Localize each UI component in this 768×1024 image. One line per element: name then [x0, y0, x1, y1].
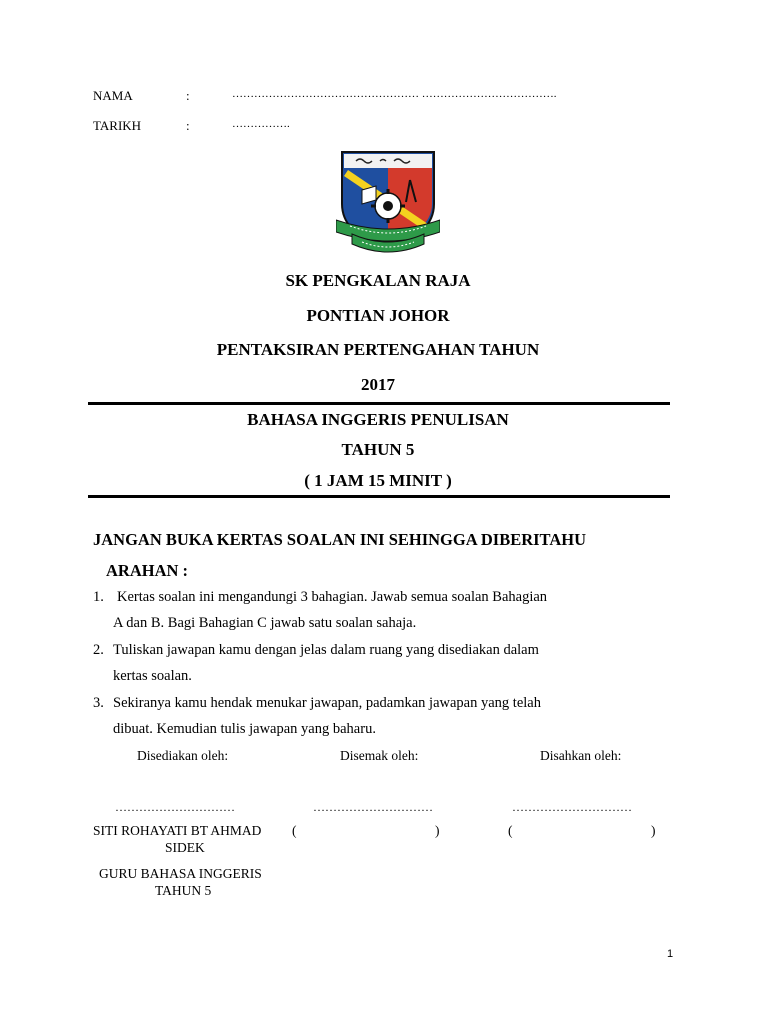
instruction-2-line1: Tuliskan jawapan kamu dengan jelas dalam ruang yang disediakan dalam: [113, 642, 539, 658]
bottom-divider: [88, 495, 670, 498]
instruction-1-line1: Kertas soalan ini mengandungi 3 bahagian. Jawab semua soalan Bahagian: [117, 589, 548, 605]
date-label: TARIKH: [93, 118, 142, 133]
instructions-heading: ARAHAN :: [106, 561, 189, 580]
school-crest-logo-icon: [336, 146, 440, 260]
subject-name: BAHASA INGGERIS PENULISAN: [247, 410, 509, 429]
page-number: 1: [667, 948, 674, 960]
preparer-role-grade: TAHUN 5: [155, 883, 212, 898]
prepared-signature-line[interactable]: …………………………: [115, 800, 235, 814]
instruction-1-line2: A dan B. Bagi Bahagian C jawab satu soalan sahaja.: [113, 615, 417, 631]
checked-by-label: Disemak oleh:: [340, 748, 419, 763]
instruction-3-line2: dibuat. Kemudian tulis jawapan yang baharu.: [113, 721, 376, 737]
instruction-1-number: 1.: [93, 589, 104, 605]
name-label: NAMA: [93, 88, 133, 103]
date-fill-line[interactable]: …………….: [232, 118, 290, 130]
preparer-name-continued: SIDEK: [165, 840, 205, 855]
checked-signature-line[interactable]: …………………………: [313, 800, 433, 814]
name-fill-line[interactable]: …………………………………………… ……………………………….: [232, 88, 557, 100]
approver-open-paren: (: [508, 823, 513, 838]
school-location: PONTIAN JOHOR: [306, 306, 450, 325]
preparer-name: SITI ROHAYATI BT AHMAD: [93, 823, 262, 838]
assessment-year: 2017: [361, 375, 395, 394]
instruction-3-line1: Sekiranya kamu hendak menukar jawapan, padamkan jawapan yang telah: [113, 695, 541, 711]
top-divider: [88, 402, 670, 405]
checker-open-paren: (: [292, 823, 297, 838]
approver-close-paren: ): [651, 823, 656, 838]
preparer-role: GURU BAHASA INGGERIS: [99, 866, 262, 881]
approved-signature-line[interactable]: …………………………: [512, 800, 632, 814]
approved-by-label: Disahkan oleh:: [540, 748, 622, 763]
instruction-2-line2: kertas soalan.: [113, 668, 192, 684]
name-colon: :: [186, 88, 190, 103]
grade-level: TAHUN 5: [341, 440, 415, 459]
instruction-3-number: 3.: [93, 695, 104, 711]
prepared-by-label: Disediakan oleh:: [137, 748, 229, 763]
date-colon: :: [186, 118, 190, 133]
do-not-open-warning: JANGAN BUKA KERTAS SOALAN INI SEHINGGA DIBERITAHU: [93, 530, 586, 549]
exam-duration: ( 1 JAM 15 MINIT ): [304, 471, 452, 490]
assessment-title: PENTAKSIRAN PERTENGAHAN TAHUN: [216, 340, 540, 359]
checker-close-paren: ): [435, 823, 440, 838]
instruction-2-number: 2.: [93, 642, 104, 658]
school-name: SK PENGKALAN RAJA: [285, 271, 471, 290]
